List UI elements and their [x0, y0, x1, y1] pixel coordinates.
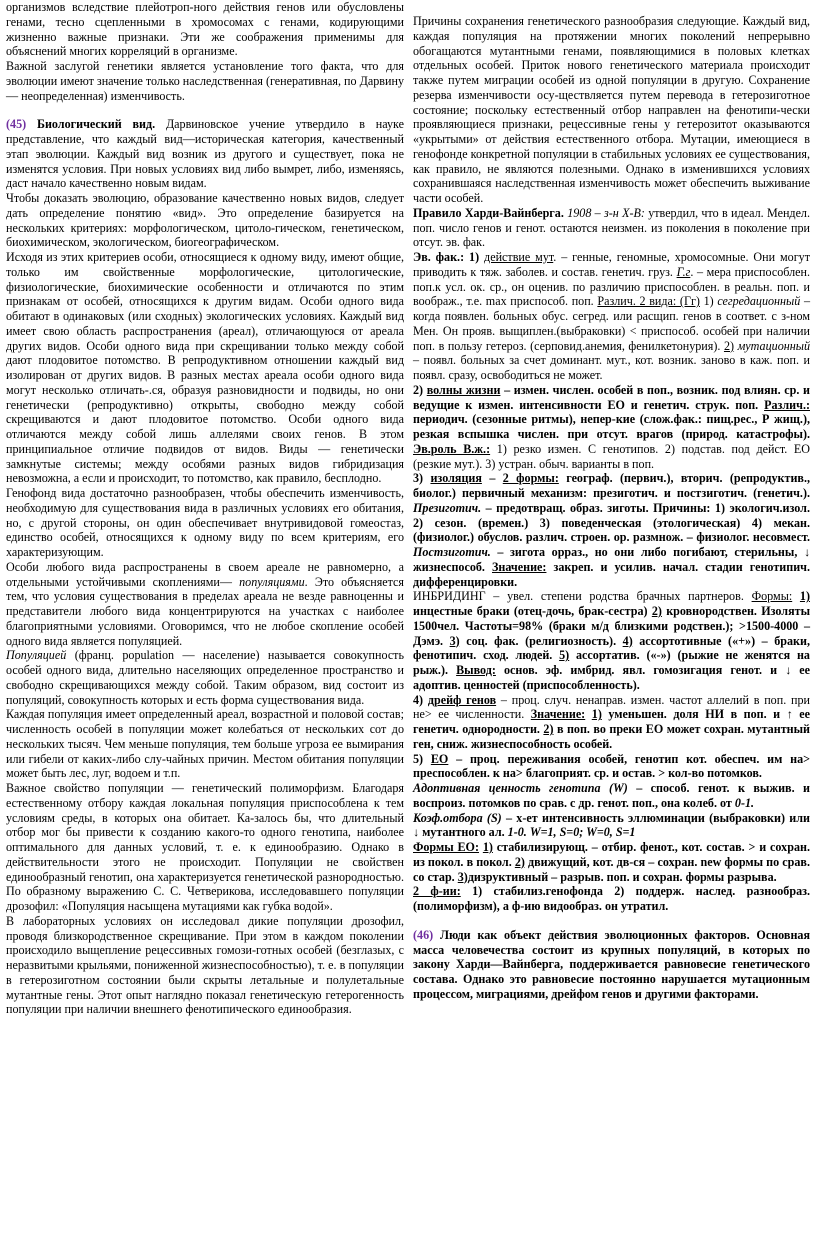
paragraph-text: дизруктивный – разрыв. поп. и сохран. формы разрыва. [467, 869, 777, 884]
section-number: (46) [413, 927, 434, 942]
paragraph: Каждая популяция имеет определенный ареал, возрастной и половой состав; численность особей в популяции может колебаться от нескольких сот до нескольких тысяч. Чем меньше популяция, тем больше угроза ее вымирания или гибели от каких-либо слу-чайных причин. Местом обитания популяции может быть лес, луг, водоем и т.п. [6, 707, 404, 781]
paragraph-text: 1) резко измен. С генотипов. 2) подстав. под дейст. ЕО (резкие мут.). 3) устран. обыч. варианты в поп. [413, 441, 811, 471]
paragraph-text: . – генные, геномные, хромосомные. Они могут приводить к тяж. заболев. и состав. генетич. груз. [413, 250, 810, 279]
term-selection-coefficient: Коэф.отбора (S) [413, 810, 502, 825]
item-number: 5) [413, 751, 424, 766]
coefficient-values: 1-0. W=1, S=0; W=0, S=1 [507, 825, 636, 840]
paragraph [6, 648, 404, 707]
term-segregational: сегредационный [717, 294, 801, 309]
paragraph-text: – проц. случ. ненаправ. измен. частот аллелий в поп. при не> ее численности. [413, 692, 810, 722]
paragraph-text: – проц. переживания особей, генотип кот. обеспеч. им на> преспособлен. к на> благоприят. ср. и остав. > кол-во потомков. [413, 751, 811, 781]
paragraph-text: утвердил, что в идеал. Мендел. поп. число генов и генот. остаются неизмен. из поколения в поколение при отсут. эв. фак. [413, 205, 810, 250]
paragraph-text: основ. эф. имбрид. явл. гомозигация генот. и ↓ ее адоптив. ценностей (приспособленность). [413, 663, 810, 692]
term-conclusion: Вывод: [456, 663, 496, 677]
paragraph-text: – предотвращ. образ. зиготы. Причины: 1) экологич.изол. 2) сезон. (времен.) 3) поведенческая (этологическая) 4) мекан. (физиолог.) обуслов. различ. строен. ор. размнож. – физиолог. несовмест. [413, 500, 810, 545]
value-range: 0-1. [734, 795, 755, 810]
paragraph-text: (франц. population — население) называется совокупность особей одного вида, длительно населяющих определенное пространство и свободно скрещивающихся между собой. Таким образом, вид состоит из популяций, совокупность которых и есть форма существования вида. [6, 648, 404, 707]
paragraph-text: географ. (первич.), вторич. (репродуктив., биолог.) первичный механизм: презиготич. и постзиготич. (генетич.). [413, 471, 810, 500]
item-number: 1) [482, 840, 493, 854]
item-number: 4) [622, 633, 633, 648]
term-mutational: мутационный [737, 338, 810, 353]
paragraph-text: периодич. (сезонные ритмы), непер-кие (слож.фак.: пищ.рес., Р жищ.), резкая вспышка числен. при отсут. врагов (природ. катастрофы). [413, 412, 810, 441]
item-number: 2) [651, 604, 662, 618]
rule-title: Правило Харди-Вайнберга. [413, 205, 564, 220]
term-populations: популяциями [239, 574, 305, 589]
term-differences: Различ. 2 вида: (Гг) [597, 294, 700, 309]
term-differences: Различ.: [764, 397, 810, 412]
term-evolution-role: Эв.роль В.ж.: [413, 441, 491, 456]
paragraph-text: в поп. во преки ЕО может сохран. мутантный ген, сниж. жизнеспособность особей. [413, 722, 811, 751]
term-functions: 2 ф-ии: [413, 884, 461, 899]
section-46 [413, 928, 810, 1002]
paragraph-text: закреп. и усилив. начал. стадии генотипич. дифференцировки. [413, 559, 811, 589]
term-forms: Формы ЕО: [413, 840, 479, 854]
paragraph-text: Дарвиновское учение утвердило в науке представление, что каждый вид—историческая категория, качественный этап эволюции. Каждый вид возник из другого и существует, пока не изменятся условия. При новых условиях вид либо вымрет, либо, изменяясь, даст начало качественно новым видам. [6, 117, 404, 191]
term-forms: 2 формы: [502, 471, 559, 486]
section-title: Люди как объект действия эволюционных факторов. [439, 927, 750, 942]
paragraph-text: – зигота орраз., но они либо погибают, стерильны, ↓ жизнеспособ. [413, 545, 810, 574]
paragraph: Важной заслугой генетики является установление того факта, что для эволюции имеют значение только наследственная (генеративная, по Дарвину — неопределенная) изменчивость. [6, 59, 404, 103]
paragraph [6, 560, 404, 649]
item-number: 3) [449, 633, 460, 648]
hardy-weinberg-paragraph [413, 206, 810, 250]
right-column [413, 0, 810, 1002]
term-natural-selection: ЕО [430, 751, 449, 766]
paragraph-text: инцестные браки (отец-дочь, брак-сестра) [413, 604, 648, 618]
term-gene-drift: дрейф генов [427, 692, 497, 707]
paragraph: Чтобы доказать эволюцию, образование качественно новых видов, следует дать определение понятию «вид». Это определение базируется на нескольких критериях: морфологическом, цитоло-гическом, генетическом, биохимическом, экологическом, биогеографическом. [6, 191, 404, 250]
item-number: 1) [799, 589, 810, 604]
item-number: 1) [469, 250, 480, 264]
paragraph-text: 1) стабилиз.генофонда 2) поддерж. наслед. разнообраз. (полиморфизм), а ф-ию видообраз. он утратил. [413, 884, 811, 913]
paragraph-text: . – мера приспособлен. поп.к усл. ок. ср., он оценив. по различию приспособлен. в реальн. поп. и воображ., т.е. max приспособ. поп. [413, 264, 811, 309]
dash: – [489, 471, 496, 486]
term-significance: Значение: [492, 559, 547, 574]
paragraph-text: стабилизирующ. – отбир. фенот., кот. состав. > и сохран. из покол. в покол. [413, 840, 810, 869]
term-prezygotic: Презиготич. [413, 500, 482, 515]
paragraph-text: ассортотивные («+») – браки, фенотипич. сход. людей. [413, 633, 810, 663]
item-number: 2) [723, 338, 735, 353]
waves-of-life-paragraph [413, 383, 810, 472]
paragraph-text: движущий, кот. дв-ся – сохран. new формы по срав. со стар. [413, 854, 810, 884]
selection-coefficient-paragraph [413, 811, 810, 841]
paragraph-text: 1) [699, 294, 714, 309]
rule-year: 1908 – з-н Х-В: [567, 205, 645, 220]
factors-title: Эв. фак.: [413, 250, 465, 264]
paragraph-text: – х-ет интенсивность эллюминации (выбраковки) или ↓ мутантного ал. [413, 810, 810, 840]
term-forms: Формы: [751, 589, 793, 604]
selection-forms-paragraph [413, 840, 810, 884]
paragraph: организмов вследствие плейотроп-ного действия генов или обусловлены генами, тесно сцепленными в хромосомах с генами, кодирующими жизненно важные признаки. Эти же соображения применимы для объяснений многих корреляций в организме. [6, 0, 404, 59]
paragraph-text: уменьшен. доля НИ в поп. и ↑ ее генетич. однородности. [413, 707, 810, 736]
term-significance: Значение: [530, 707, 586, 722]
paragraph-text: . Это объясняется тем, что условия существования в пределах ареала не везде равноценны и представители любого вида концентрируются на участках с наиболее благоприятными условиями. Оговоримся, что не любое скопление особей одного вида является популяцией. [6, 574, 404, 648]
paragraph-text: кровнородствен. Изоляты 1500чел. Частоты=98% (браки м/д близкими родствен.); >1500-4000 – Дэмэ. [413, 604, 811, 648]
item-number: 3) [457, 869, 468, 884]
item-number: 1) [591, 707, 602, 722]
section-title: Биологический вид. [36, 117, 156, 132]
item-number: 2) [413, 382, 424, 397]
functions-paragraph [413, 884, 810, 914]
paragraph-text: Основная масса человечества состоит из крупных популяций, в которых по закону Харди—Вайнберга, поддерживается равновесие генетического состава. Однако это равновесие постоянно нарушается мутационным процессом, миграциями, дрейфом генов и другими факторами. [413, 927, 810, 1001]
term-waves-of-life: волны жизни [426, 382, 501, 397]
paragraph: Причины сохранения генетического разнообразия следующие. Каждый вид, каждая популяция на протяжении многих поколений непрерывно обогащаются мутантными генами, появляющимися в половых клетках отдельных особей. Приток нового генетического материала происходит также путем миграции особей из одной популяции в другую. Сохранение резерва изменчивости осу-ществляется путем перевода в гетерозиготное состояние; поскольку естественный отбор направлен на фенотипи-чески проявляющиеся признаки, рецессивные гены у гетерозитот оказываются «укрытыми» от действия естественного отбора. Мутации, имеющиеся в генофонде конкретной популяции в стабильных условиях ее существования, как правило, не являются полезными. Однако в изменившихся условиях сохранившаяся наследственная изменчивость может обеспечить выживание части особей. [413, 14, 810, 205]
term-population: Популяцией [6, 648, 67, 663]
evolution-factors-paragraph [413, 250, 810, 383]
paragraph-text: Особи любого вида распространены в своем ареале не равномерно, а отдельными устойчивыми скоплениями— [6, 559, 404, 589]
left-column [6, 0, 404, 1017]
item-number: 3) [413, 471, 424, 486]
item-number: 4) [413, 692, 424, 707]
paragraph-text: соц. фак. (религиозность). [466, 633, 617, 648]
paragraph-text: – измен. числен. особей в поп., возник. под влиян. ср. и ведущие к измен. интенсивности ЕО и генетич. струк. поп. [413, 382, 811, 412]
adaptive-value-paragraph [413, 781, 810, 811]
term-adaptive-value: Адоптивная ценность генотипа (W) [413, 781, 628, 795]
natural-selection-paragraph [413, 752, 810, 782]
term-postzygotic: Постзиготич. [413, 545, 491, 559]
inbreeding-paragraph [413, 589, 810, 692]
term-mutations: действие мут [484, 250, 554, 264]
paragraph-text: – когда появлен. больных обус. сегред. или расщип. генов в соответ. с з-ном Мен. Он прояв. выщиплен.(выбраковки) < приспособ. особей при наличии поп. в пользу гетероз. (серповид.анемия, фенилкетонурия). [413, 294, 810, 353]
section-number: (45) [6, 117, 27, 132]
item-number: 2) [543, 722, 554, 736]
isolation-paragraph [413, 471, 810, 589]
item-number: 2) [514, 854, 525, 869]
gene-drift-paragraph [413, 693, 810, 752]
paragraph-text: ассортатив. («-») (рыжие не женятся на рыж.). [413, 648, 810, 677]
paragraph: Генофонд вида достаточно разнообразен, чтобы обеспечить изменчивость, необходимую для существования вида в различных условиях его обитания, но, с другой стороны, он один обеспечивает внутривидовой гомеостаз, единство особей, относящихся к одному виду по всем критериям, его характеризующим. [6, 486, 404, 559]
term-genetic-load: Г.г [676, 264, 691, 279]
paragraph: Важное свойство популяции — генетический полиморфизм. Благодаря естественному отбору каждая локальная популяция приспособлена к тем условиям среды, в которых она обитает. Ка-залось бы, что длительный отбор мог бы привести к созданию какого-то одного генотипа, наиболее оптимального для данных условий, т. е. к единообразию. Однако в действительности этого не происходит. Популяции не свойствен единообразный генотип, она характеризуется генетической разнородностью. По образному выражению С. С. Четверикова, исследовавшего популяции дрозофил: «Популяция насыщена мутациями как губка водой». [6, 781, 404, 913]
paragraph-text: – появл. больных за счет доминант. мут., кот. возник. заново в каж. поп. и появл. сразу, освободиться не может. [413, 353, 810, 382]
section-45 [6, 117, 404, 191]
item-number: 5) [559, 648, 570, 663]
paragraph: Исходя из этих критериев особи, относящиеся к одному виду, имеют общие, только им свойственные морфологические, цитологические, физиологические, биохимические особенности и отличаются по этим признакам от особей, относящихся к другим видам. Особи одного вида обитают в одинаковых (или сходных) экологических условиях. Каждый вид имеет свою область распространения (ареал), отличающуюся от ареала других видов. Особи одного вида при скрещивании только между собой дают плодовитое потомство. В репродуктивном отношении каждый вид изолирован от других видов. В разных местах ареала особи одного вида могут несколько отличать-.ся, образуя разновидности и подвиды, но они генетически (репродуктивно) открыты, свободно между собой скрещиваются и дают плодовитое потомство. Особи одного вида отличаются между собой лишь аллелями своих генов. В этом принципиальное отличие подвидов от видов. Виды — генетически замкнутые системы; между особями разных видов гибридизация невозможна, а если и происходит, то потомство, как правило, бесплодно. [6, 250, 404, 486]
paragraph-text: – способ. генот. к выжив. и воспроиз. потомков по срав. с др. генот. поп., она колеб. от [413, 781, 810, 810]
paragraph-text: ИНБРИДИНГ – увел. степени родства брачных партнеров. [413, 589, 744, 604]
term-isolation: изоляция [430, 471, 482, 486]
paragraph: В лабораторных условиях он исследовал дикие популяции дрозофил, проводя близкородственное скрещивание. При этом в каждом поколении происходило выщепление рецессивных гомози-готных особей (безглазых, с неразвитыми крыльями, пониженной жизнеспособностью), т. е. в популяции в гетерозиготном состоянии были скрыты летальные и полулетальные мутантные гены. Этот опыт наглядно показал генетическую гетерогенность популяции при наличии внешнего фенотипического единообразия. [6, 913, 404, 1017]
